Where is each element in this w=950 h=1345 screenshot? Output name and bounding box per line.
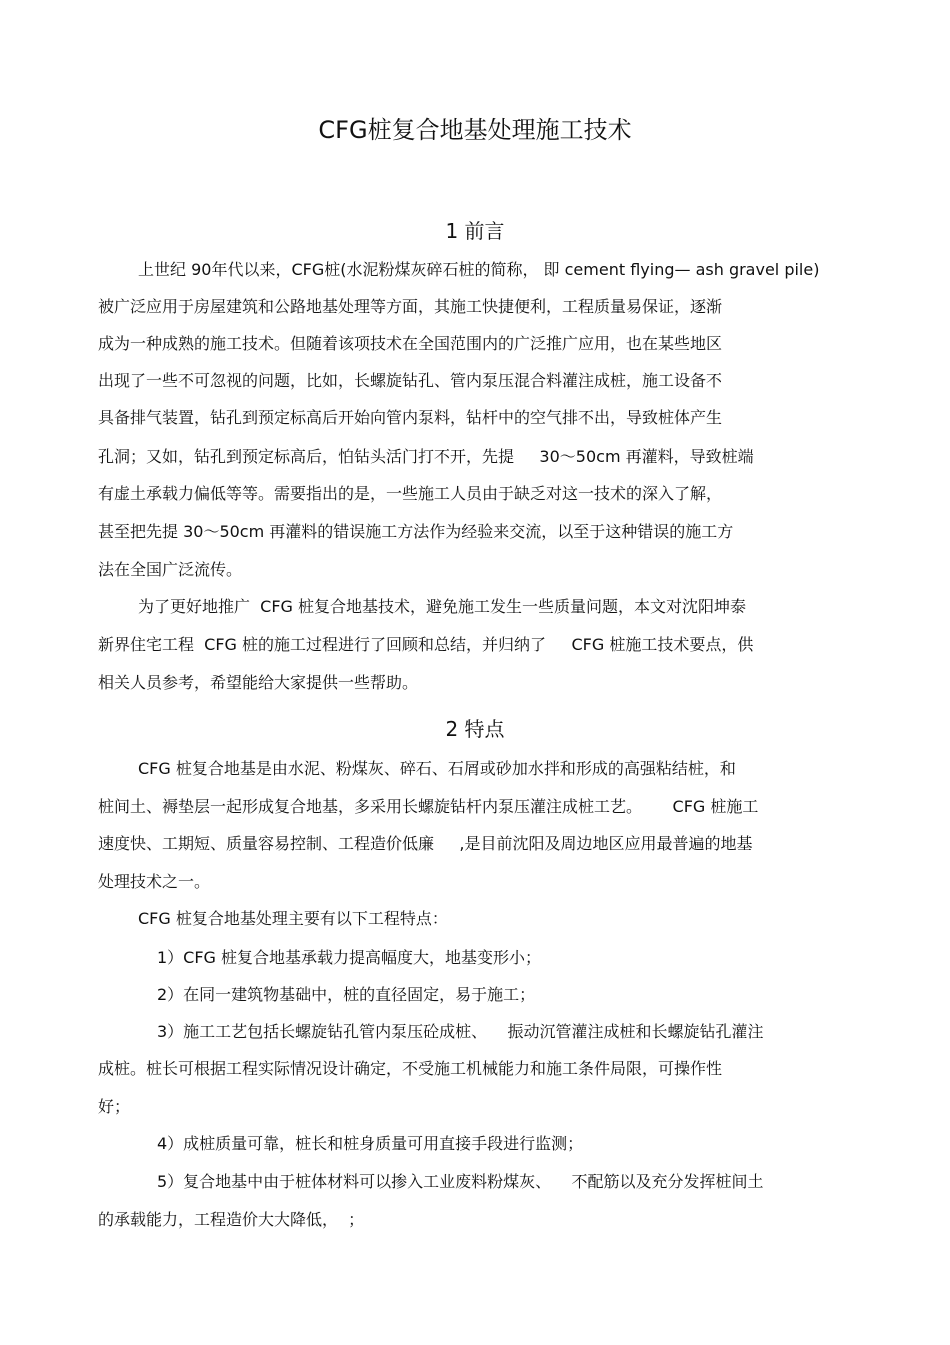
paragraph-line: 甚至把先提 30～50cm 再灌料的错误施工方法作为经验来交流，以至于这种错误的施工方 [98, 522, 734, 541]
paragraph-line: CFG 桩复合地基处理主要有以下工程特点： [138, 909, 448, 928]
paragraph-line: 出现了一些不可忽视的问题，比如，长螺旋钻孔、管内泵压混合料灌注成桩，施工设备不 [98, 371, 723, 390]
paragraph-line: 被广泛应用于房屋建筑和公路地基处理等方面，其施工快捷便利，工程质量易保证，逐渐 [98, 297, 723, 316]
paragraph-line: 处理技术之一。 [98, 872, 211, 891]
paragraph-line: 相关人员参考，希望能给大家提供一些帮助。 [98, 673, 419, 692]
paragraph-line: 的承载能力，工程造价大大降低， ； [98, 1210, 365, 1229]
paragraph-line: 好； [98, 1097, 131, 1116]
paragraph-line: CFG 桩复合地基是由水泥、粉煤灰、碎石、石屑或砂加水拌和形成的高强粘结桩，和 [138, 759, 736, 778]
list-item: 1）CFG 桩复合地基承载力提高幅度大，地基变形小； [157, 948, 542, 967]
list-item: 2）在同一建筑物基础中，桩的直径固定，易于施工； [157, 985, 536, 1004]
paragraph-line: 成桩。桩长可根据工程实际情况设计确定，不受施工机械能力和施工条件局限，可操作性 [98, 1059, 723, 1078]
paragraph-line: 新界住宅工程 CFG 桩的施工过程进行了回顾和总结，并归纳了 CFG 桩施工技术要点，供 [98, 635, 754, 654]
document-title: CFG桩复合地基处理施工技术 [318, 116, 632, 144]
paragraph-line: 上世纪 90年代以来，CFG桩(水泥粉煤灰碎石桩的简称， 即 cement flying— ash gravel pile) [138, 260, 820, 279]
section-heading-features: 2 特点 [445, 717, 505, 741]
paragraph-line: 有虚土承载力偏低等等。需要指出的是，一些施工人员由于缺乏对这一技术的深入了解， [98, 484, 723, 503]
paragraph-line: 桩间土、褥垫层一起形成复合地基，多采用长螺旋钻杆内泵压灌注成桩工艺。 CFG 桩施工 [98, 797, 759, 816]
paragraph-line: 成为一种成熟的施工技术。但随着该项技术在全国范围内的广泛推广应用，也在某些地区 [98, 334, 723, 353]
list-item: 5）复合地基中由于桩体材料可以掺入工业废料粉煤灰、 不配筋以及充分发挥桩间土 [157, 1172, 764, 1191]
section-heading-preface: 1 前言 [445, 219, 505, 243]
paragraph-line: 孔洞；又如，钻孔到预定标高后，怕钻头活门打不开，先提 30～50cm 再灌料，导致桩端 [98, 447, 754, 466]
list-item: 4）成桩质量可靠，桩长和桩身质量可用直接手段进行监测； [157, 1134, 584, 1153]
list-item: 3）施工工艺包括长螺旋钻孔管内泵压砼成桩、 振动沉管灌注成桩和长螺旋钻孔灌注 [157, 1022, 764, 1041]
paragraph-line: 具备排气装置，钻孔到预定标高后开始向管内泵料，钻杆中的空气排不出，导致桩体产生 [98, 408, 723, 427]
paragraph-line: 为了更好地推广 CFG 桩复合地基技术，避免施工发生一些质量问题，本文对沈阳坤泰 [138, 597, 747, 616]
paragraph-line: 法在全国广泛流传。 [98, 560, 243, 579]
paragraph-line: 速度快、工期短、质量容易控制、工程造价低廉 ,是目前沈阳及周边地区应用最普遍的地基 [98, 834, 753, 853]
